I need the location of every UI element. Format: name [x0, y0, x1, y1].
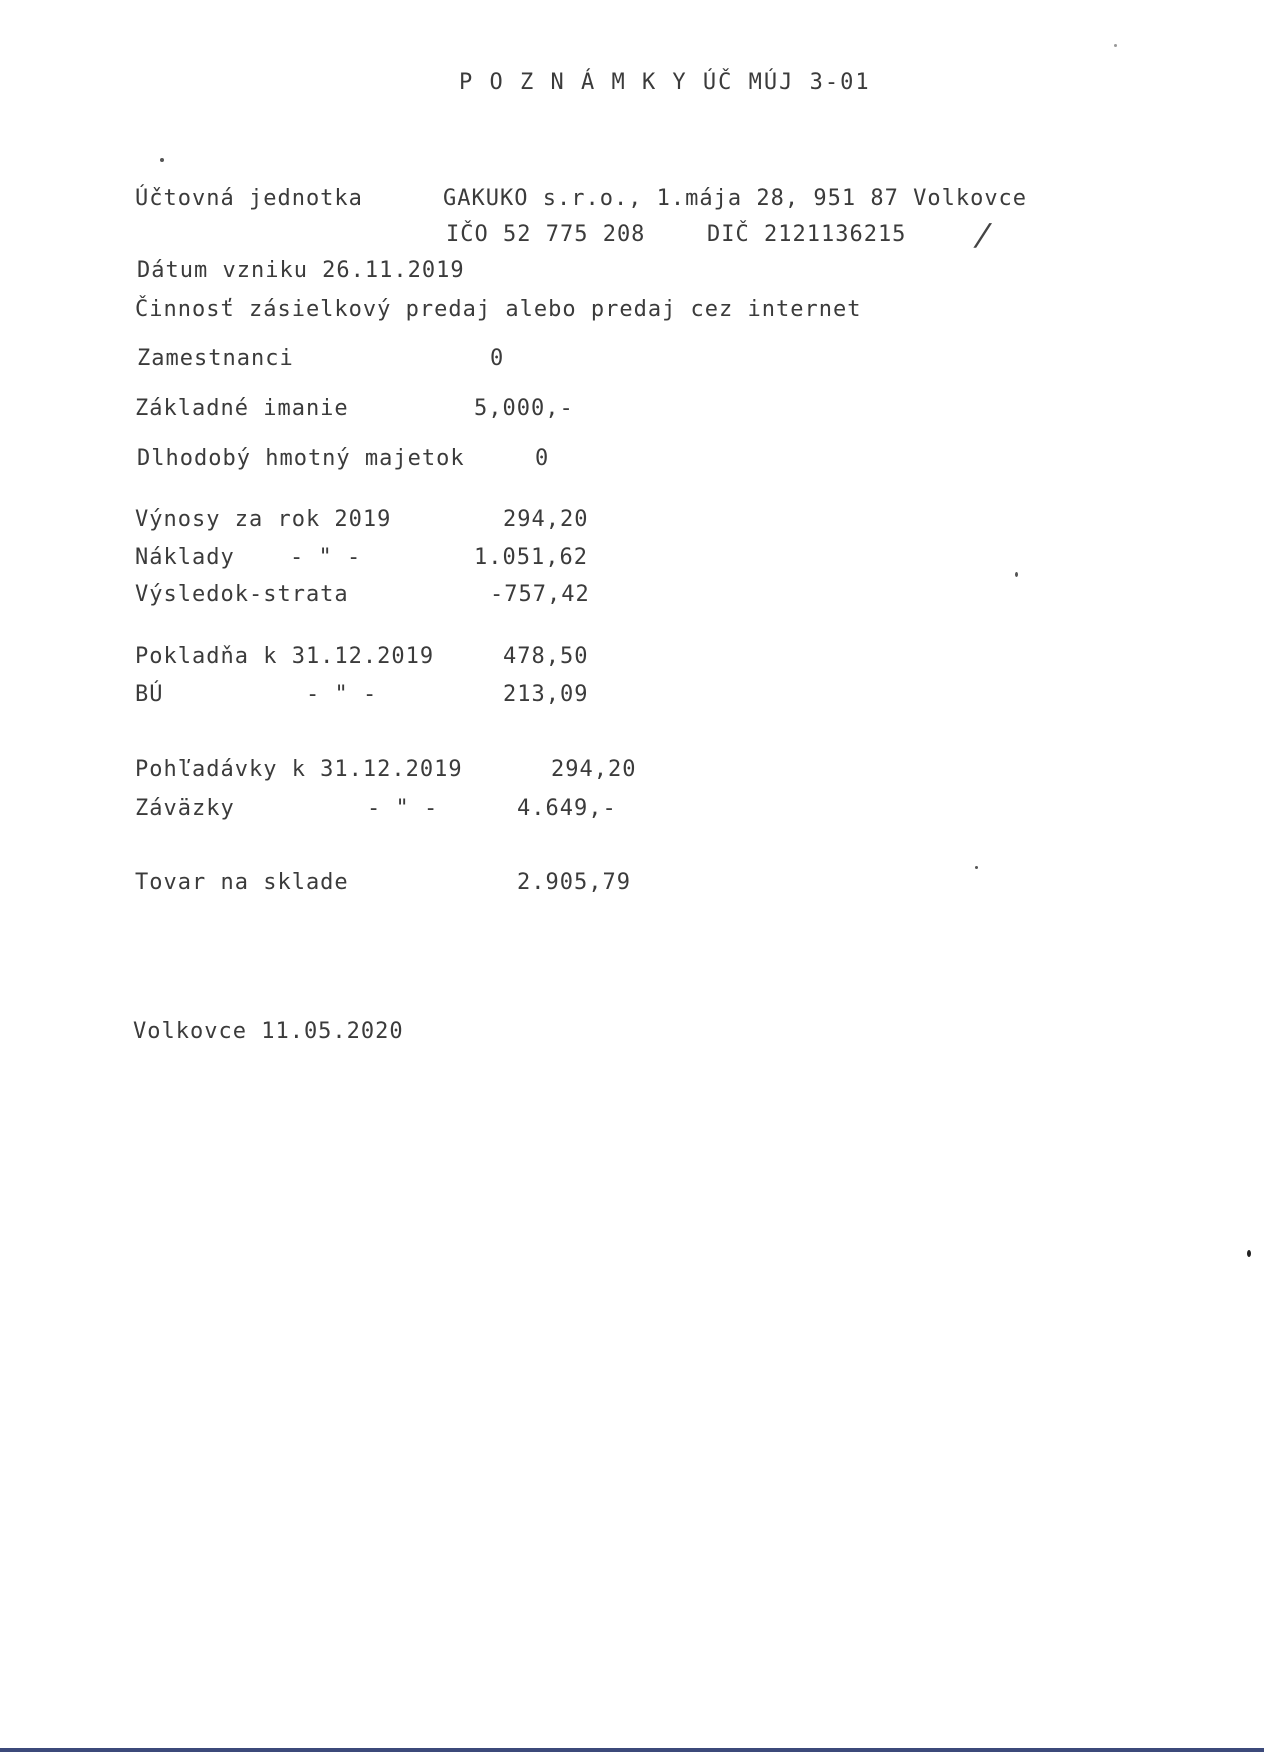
bank-value: 213,09 — [503, 682, 589, 707]
scan-edge — [0, 1748, 1264, 1752]
bank-label: BÚ — [135, 682, 164, 707]
cash-value: 478,50 — [503, 644, 589, 669]
result-value: -757,42 — [490, 582, 590, 607]
costs-ditto: - " - — [290, 545, 362, 570]
costs-value: 1.051,62 — [474, 545, 588, 570]
inventory-value: 2.905,79 — [517, 870, 631, 895]
receivables-label: Pohľadávky k 31.12.2019 — [135, 757, 463, 782]
dic: DIČ 2121136215 — [707, 222, 907, 247]
ico: IČO 52 775 208 — [446, 222, 646, 247]
unit-value: GAKUKO s.r.o., 1.mája 28, 951 87 Volkovce — [443, 186, 1028, 211]
capital-value: 5,000,- — [474, 396, 574, 421]
activity: Činnosť zásielkový predaj alebo predaj cez internet — [135, 297, 862, 322]
unit-label: Účtovná jednotka — [135, 186, 363, 211]
bank-ditto: - " - — [306, 682, 378, 707]
ink-speck — [1015, 572, 1018, 577]
ink-speck — [975, 866, 978, 869]
receivables-value: 294,20 — [551, 757, 637, 782]
ink-speck — [160, 158, 164, 162]
employees-value: 0 — [490, 346, 505, 371]
ink-speck — [1114, 44, 1117, 47]
employees-label: Zamestnanci — [137, 346, 294, 371]
fixed-assets-label: Dlhodobý hmotný majetok — [137, 446, 465, 471]
capital-label: Základné imanie — [135, 396, 349, 421]
founding-date: Dátum vzniku 26.11.2019 — [137, 258, 465, 283]
result-label: Výsledok-strata — [135, 582, 349, 607]
ink-speck — [1247, 1250, 1251, 1257]
revenues-label: Výnosy za rok 2019 — [135, 507, 392, 532]
fixed-assets-value: 0 — [535, 446, 550, 471]
liabilities-value: 4.649,- — [517, 796, 617, 821]
pen-mark: / — [970, 218, 996, 253]
liabilities-label: Záväzky — [135, 796, 235, 821]
cash-label: Pokladňa k 31.12.2019 — [135, 644, 435, 669]
liabilities-ditto: - " - — [367, 796, 439, 821]
revenues-value: 294,20 — [503, 507, 589, 532]
place-date: Volkovce 11.05.2020 — [133, 1019, 404, 1044]
costs-label: Náklady — [135, 545, 235, 570]
document-title: P O Z N Á M K Y ÚČ MÚJ 3-01 — [459, 70, 871, 95]
inventory-label: Tovar na sklade — [135, 870, 349, 895]
